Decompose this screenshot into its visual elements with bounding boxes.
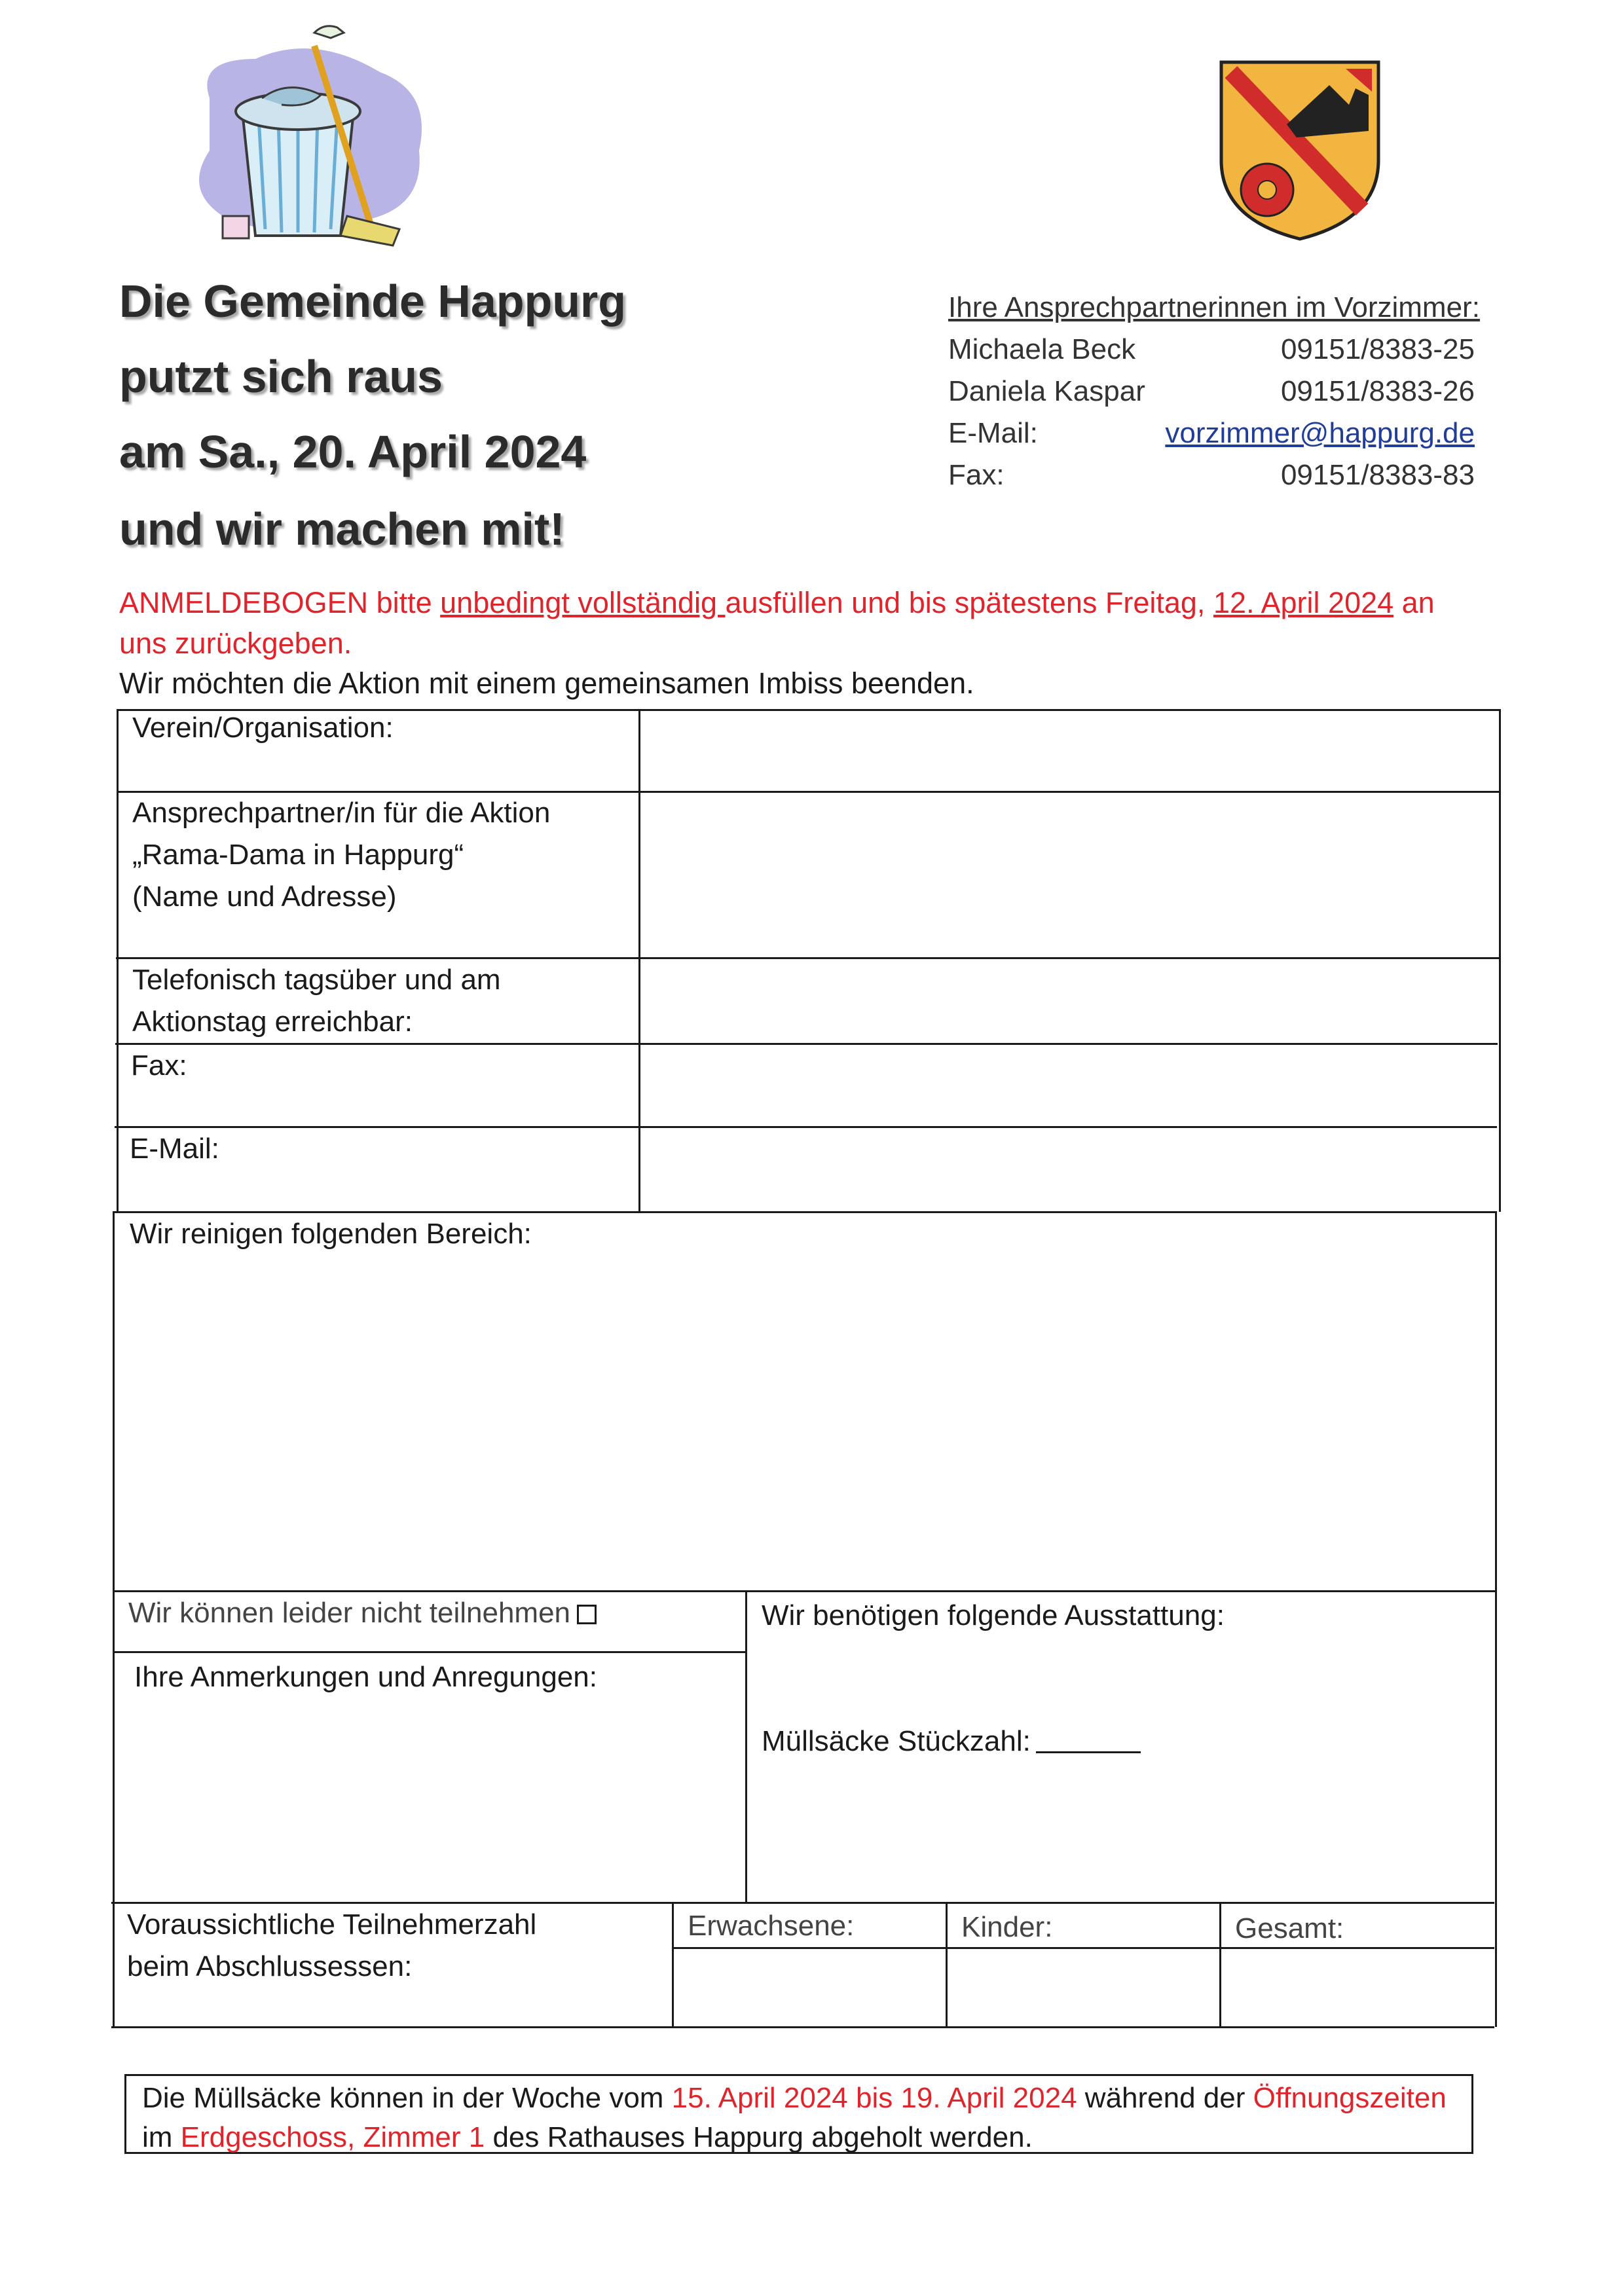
form-rule bbox=[111, 2026, 1494, 2028]
form-rule bbox=[1495, 1211, 1497, 2027]
form-rule bbox=[115, 1043, 1498, 1045]
intro-text: Wir möchten die Aktion mit einem gemeinsamen Imbiss beenden. bbox=[119, 666, 974, 700]
form-rule bbox=[745, 1590, 747, 1903]
title-line-3: am Sa., 20. April 2024 bbox=[119, 426, 587, 477]
label-text: Wir können leider nicht teilnehmen bbox=[128, 1597, 571, 1629]
contact-phone: 09151/8383-26 bbox=[1280, 375, 1475, 407]
notice-text: ausfüllen und bis spätestens Freitag, bbox=[725, 586, 1213, 619]
trash-can-clipart bbox=[183, 20, 439, 249]
contact-fax: 09151/8383-83 bbox=[1280, 459, 1475, 491]
label-line: beim Abschlussessen: bbox=[127, 1950, 413, 1982]
label-anmerkungen: Ihre Anmerkungen und Anregungen: bbox=[134, 1661, 597, 1693]
notice-text: an uns zurückgeben. bbox=[119, 586, 1435, 660]
label-text: Müllsäcke Stückzahl: bbox=[762, 1725, 1031, 1757]
form-rule bbox=[113, 1651, 747, 1653]
notice-text: ANMELDEBOGEN bitte bbox=[119, 586, 441, 619]
muellsaecke-count-field[interactable] bbox=[1036, 1725, 1141, 1753]
contact-row bbox=[948, 417, 1511, 459]
label-telefon bbox=[132, 959, 501, 1043]
contact-name: Daniela Kaspar bbox=[948, 375, 1145, 407]
form-rule bbox=[1219, 1902, 1221, 2027]
title-line-4: und wir machen mit! bbox=[119, 503, 565, 555]
label-ansprechpartner bbox=[132, 792, 550, 918]
label-kinder: Kinder: bbox=[961, 1911, 1053, 1943]
label-email: E-Mail: bbox=[130, 1133, 219, 1165]
label-line: Voraussichtliche Teilnehmerzahl bbox=[127, 1908, 537, 1941]
label-line: Ansprechpartner/in für die Aktion bbox=[132, 797, 551, 829]
footer-dates: 15. April 2024 bis 19. April 2024 bbox=[671, 2082, 1077, 2114]
contact-block bbox=[948, 291, 1511, 501]
form-rule bbox=[1499, 709, 1501, 1212]
label-line: Telefonisch tagsüber und am bbox=[132, 964, 501, 996]
email-link[interactable]: vorzimmer@happurg.de bbox=[1165, 417, 1475, 449]
contact-fax-label: Fax: bbox=[948, 459, 1005, 491]
label-nicht-teilnehmen bbox=[128, 1592, 597, 1634]
form-rule bbox=[946, 1902, 948, 2027]
footer-room: Erdgeschoss, Zimmer 1 bbox=[180, 2121, 485, 2153]
contact-heading: Ihre Ansprechpartnerinnen im Vorzimmer: bbox=[948, 291, 1480, 323]
title-line-1: Die Gemeinde Happurg bbox=[119, 276, 627, 327]
footer-text: des Rathauses Happurg abgeholt werden. bbox=[485, 2121, 1033, 2153]
notice-deadline: 12. April 2024 bbox=[1213, 586, 1394, 619]
label-muellsaecke bbox=[762, 1721, 1141, 1762]
form-rule bbox=[672, 1902, 674, 2027]
label-verein: Verein/Organisation: bbox=[132, 712, 394, 744]
title-line-2: putzt sich raus bbox=[119, 351, 443, 402]
contact-email-label: E-Mail: bbox=[948, 417, 1038, 449]
contact-row bbox=[948, 333, 1511, 375]
form-rule bbox=[113, 1211, 115, 2027]
form-rule bbox=[117, 709, 119, 1212]
footer-text: während der bbox=[1077, 2082, 1253, 2114]
label-line: (Name und Adresse) bbox=[132, 881, 397, 913]
contact-row bbox=[948, 375, 1511, 417]
pickup-info-box bbox=[124, 2074, 1473, 2154]
label-gesamt: Gesamt: bbox=[1235, 1912, 1344, 1944]
label-erwachsene: Erwachsene: bbox=[688, 1910, 855, 1942]
form-rule bbox=[638, 709, 640, 1212]
decline-checkbox[interactable] bbox=[577, 1605, 597, 1624]
notice-emphasis: unbedingt vollständig bbox=[440, 586, 726, 619]
contact-name: Michaela Beck bbox=[948, 333, 1136, 365]
label-line: Aktionstag erreichbar: bbox=[132, 1006, 413, 1038]
label-ausstattung: Wir benötigen folgende Ausstattung: bbox=[762, 1599, 1225, 1631]
footer-text: Die Müllsäcke können in der Woche vom bbox=[142, 2082, 672, 2114]
label-teilnehmerzahl bbox=[127, 1904, 536, 1988]
label-fax: Fax: bbox=[131, 1049, 187, 1082]
label-line: „Rama-Dama in Happurg“ bbox=[132, 839, 464, 871]
label-bereich: Wir reinigen folgenden Bereich: bbox=[130, 1218, 532, 1250]
registration-notice bbox=[119, 583, 1455, 664]
footer-text: im bbox=[142, 2121, 181, 2153]
footer-hours: Öffnungszeiten bbox=[1253, 2082, 1447, 2114]
contact-row bbox=[948, 459, 1511, 501]
form-rule bbox=[672, 1947, 1494, 1949]
contact-phone: 09151/8383-25 bbox=[1280, 333, 1475, 365]
coat-of-arms-icon bbox=[1215, 56, 1385, 246]
form-rule bbox=[115, 1126, 1497, 1128]
